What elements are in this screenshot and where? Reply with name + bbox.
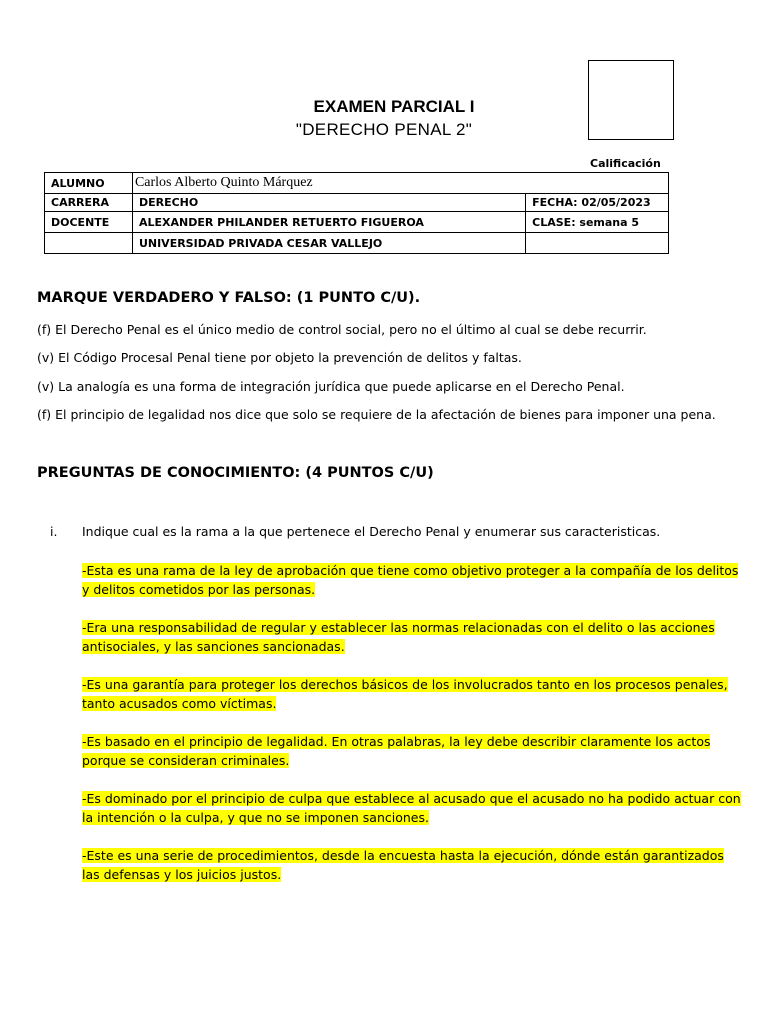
docente-label: DOCENTE: [45, 212, 133, 233]
table-row: [45, 233, 669, 254]
question-marker: i.: [50, 524, 58, 539]
carrera-value: DERECHO: [132, 194, 525, 212]
answer-item: [82, 846, 742, 884]
table-row: [45, 212, 669, 233]
answer-highlight: -Era una responsabilidad de regular y establecer las normas relacionadas con el delito o las acciones antisociales, y las sanciones sancionadas.: [82, 620, 715, 654]
clase-cell: CLASE: semana 5: [526, 212, 669, 233]
empty-cell: [526, 233, 669, 254]
tf-item: (v) La analogía es una forma de integración jurídica que puede aplicarse en el Derecho Penal.: [37, 379, 625, 394]
fecha-cell: FECHA: 02/05/2023: [526, 194, 669, 212]
question-text: Indique cual es la rama a la que pertenece el Derecho Penal y enumerar sus caracteristicas.: [82, 524, 661, 539]
answer-item: [82, 789, 742, 827]
knowledge-heading: PREGUNTAS DE CONOCIMIENTO: (4 PUNTOS C/U): [37, 465, 434, 481]
docente-value: ALEXANDER PHILANDER RETUERTO FIGUEROA: [132, 212, 525, 233]
answer-highlight: -Es basado en el principio de legalidad. En otras palabras, la ley debe describir claramente los actos porque se consideran criminales.: [82, 734, 711, 768]
answer-item: [82, 561, 742, 599]
tf-item: (f) El principio de legalidad nos dice que solo se requiere de la afectación de bienes para imponer una pena.: [37, 407, 716, 422]
exam-subtitle: "DERECHO PENAL 2": [295, 120, 473, 139]
exam-title: EXAMEN PARCIAL I: [313, 97, 475, 116]
grade-label: Calificación: [590, 157, 661, 170]
carrera-label: CARRERA: [45, 194, 133, 212]
answer-item: [82, 732, 742, 770]
tf-item: (f) El Derecho Penal es el único medio de control social, pero no el último al cual se debe recurrir.: [37, 322, 647, 337]
answer-highlight: -Esta es una rama de la ley de aprobación que tiene como objetivo proteger a la compañía de los delitos y delitos cometidos por las personas.: [82, 563, 739, 597]
universidad-value: UNIVERSIDAD PRIVADA CESAR VALLEJO: [132, 233, 525, 254]
table-row: [45, 173, 669, 194]
empty-cell: [45, 233, 133, 254]
answer-item: [82, 618, 742, 656]
true-false-heading: MARQUE VERDADERO Y FALSO: (1 PUNTO C/U).: [37, 290, 421, 306]
answer-highlight: -Es dominado por el principio de culpa que establece al acusado que el acusado no ha podido actuar con la intención o la culpa, y que no se imponen sanciones.: [82, 791, 741, 825]
answer-highlight: -Este es una serie de procedimientos, desde la encuesta hasta la ejecución, dónde están garantizados las defensas y los juicios justos.: [82, 848, 724, 882]
tf-item: (v) El Código Procesal Penal tiene por objeto la prevención de delitos y faltas.: [37, 350, 522, 365]
student-info-table: [44, 172, 669, 254]
alumno-value: Carlos Alberto Quinto Márquez: [132, 173, 668, 194]
answer-highlight: -Es una garantía para proteger los derechos básicos de los involucrados tanto en los procesos penales, tanto acusados como víctimas.: [82, 677, 728, 711]
alumno-label: ALUMNO: [45, 173, 133, 194]
table-row: [45, 194, 669, 212]
answer-item: [82, 675, 742, 713]
